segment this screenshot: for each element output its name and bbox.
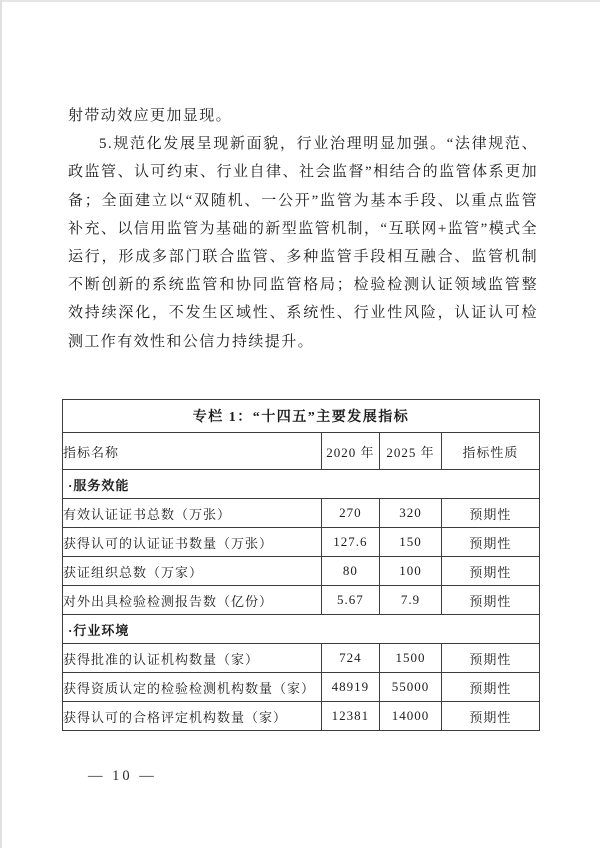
table-title-row xyxy=(63,400,540,433)
table-header-row xyxy=(63,433,540,470)
page-number: — 10 — xyxy=(88,768,157,784)
paragraph-line: 测工作有效性和公信力持续提升。 xyxy=(68,333,315,350)
indicator-name: 获得资质认定的检验检测机构数量（家） xyxy=(63,673,322,702)
section-header: ·行业环境 xyxy=(63,615,540,644)
paragraph-line: 政监管、认可约束、行业自律、社会监督”相结合的监管体系更加 xyxy=(68,164,538,181)
value-2025: 320 xyxy=(380,499,442,528)
table-title: 专栏 1：“十四五”主要发展指标 xyxy=(63,400,540,433)
indicator-name: 获得认可的认证证书数量（万张） xyxy=(63,528,322,557)
indicator-name: 有效认证证书总数（万张） xyxy=(63,499,322,528)
column-header-2025: 2025 年 xyxy=(380,433,442,470)
table-row xyxy=(63,644,540,673)
table-row xyxy=(63,702,540,731)
indicator-nature: 预期性 xyxy=(441,702,539,731)
indicator-nature: 预期性 xyxy=(441,557,539,586)
scan-edge-top xyxy=(0,0,600,2)
value-2020: 127.6 xyxy=(321,528,380,557)
indicator-nature: 预期性 xyxy=(441,644,539,673)
value-2020: 5.67 xyxy=(321,586,380,615)
value-2020: 724 xyxy=(321,644,380,673)
indicator-nature: 预期性 xyxy=(441,499,539,528)
value-2020: 80 xyxy=(321,557,380,586)
column-header-nature: 指标性质 xyxy=(441,433,539,470)
value-2025: 7.9 xyxy=(380,586,442,615)
table-row xyxy=(63,557,540,586)
paragraph-line: 运行，形成多部门联合监管、多种监管手段相互融合、监管机制 xyxy=(68,248,538,265)
table-row xyxy=(63,673,540,702)
table-row xyxy=(63,499,540,528)
column-header-2020: 2020 年 xyxy=(321,433,380,470)
indicator-nature: 预期性 xyxy=(441,586,539,615)
value-2025: 150 xyxy=(380,528,442,557)
indicator-name: 获证组织总数（万家） xyxy=(63,557,322,586)
value-2020: 12381 xyxy=(321,702,380,731)
value-2025: 14000 xyxy=(380,702,442,731)
indicator-name: 获得认可的合格评定机构数量（家） xyxy=(63,702,322,731)
paragraph-line: 射带动效应更加显现。 xyxy=(68,108,233,124)
section-header-row xyxy=(63,470,540,499)
paragraph-line: 补充、以信用监管为基础的新型监管机制，“互联网+监管”模式全 xyxy=(68,220,538,237)
indicator-nature: 预期性 xyxy=(441,673,539,702)
development-indicators-table xyxy=(62,399,540,731)
paragraph-line: 不断创新的系统监管和协同监管格局；检验检测认证领域监管整 xyxy=(68,277,538,294)
column-header-name: 指标名称 xyxy=(63,433,322,470)
paragraph-line: 5.规范化发展呈现新面貌，行业治理明显加强。“法律规范、 xyxy=(99,136,538,153)
value-2020: 270 xyxy=(321,499,380,528)
indicator-name: 获得批准的认证机构数量（家） xyxy=(63,644,322,673)
value-2025: 1500 xyxy=(380,644,442,673)
value-2020: 48919 xyxy=(321,673,380,702)
section-header: ·服务效能 xyxy=(63,470,540,499)
indicator-nature: 预期性 xyxy=(441,528,539,557)
body-text xyxy=(68,102,538,356)
paragraph-line: 效持续深化，不发生区域性、系统性、行业性风险，认证认可检 xyxy=(68,305,538,322)
table-row xyxy=(63,528,540,557)
indicator-name: 对外出具检验检测报告数（亿份） xyxy=(63,586,322,615)
table-row xyxy=(63,586,540,615)
value-2025: 100 xyxy=(380,557,442,586)
section-header-row xyxy=(63,615,540,644)
paragraph-line: 备；全面建立以“双随机、一公开”监管为基本手段、以重点监管 xyxy=(68,192,538,209)
value-2025: 55000 xyxy=(380,673,442,702)
scan-edge-left xyxy=(0,0,2,848)
